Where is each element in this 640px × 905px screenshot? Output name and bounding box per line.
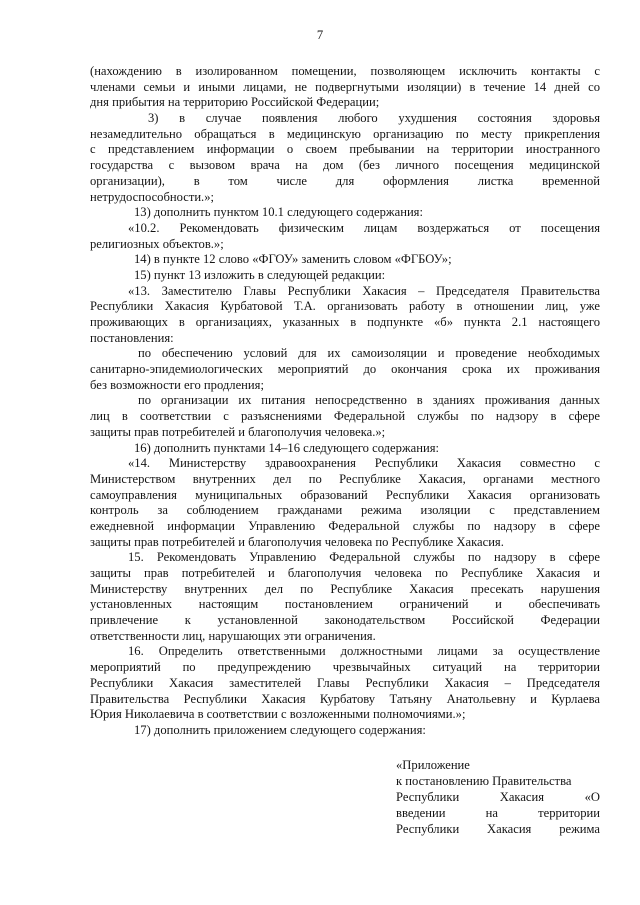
body-line: ежедневной информации Управлению Федеральной службы по надзору в сфере: [90, 518, 600, 533]
body-line: 16. Определить ответственными должностными лицами за осуществление: [128, 644, 600, 659]
body-line: «13. Заместителю Главы Республики Хакасия – Председателя Правительства: [128, 283, 600, 298]
body-line: незамедлительно обращаться в медицинскую организацию по месту прикрепления: [90, 126, 600, 141]
appendix-line: введении на территории: [396, 806, 600, 820]
body-line: 3) в случае появления любого ухудшения состояния здоровья: [148, 111, 600, 126]
body-line: защиты прав потребителей и благополучия человека по Республике Хакасия.: [90, 534, 504, 549]
page-number: 7: [316, 28, 324, 42]
body-line: проживающих в организациях, указанных в подпункте «б» пункта 2.1 настоящего: [90, 315, 600, 329]
body-line: (нахождению в изолированном помещении, позволяющем исключить контакты с: [90, 64, 600, 78]
document-body: [90, 64, 600, 739]
body-line: Министерством внутренних дел по Республике Хакасия, органами местного: [90, 471, 600, 486]
body-line: государства с вызовом врача на дом (без личного посещения медицинской: [90, 158, 600, 173]
body-line: контроль за соблюдением гражданами режима изоляции с представлением: [90, 503, 600, 518]
body-line: по организации их питания непосредственно в зданиях проживания данных: [138, 393, 600, 408]
body-line: защиты прав потребителей и благополучия человека.»;: [90, 424, 386, 439]
body-line: 17) дополнить приложением следующего содержания:: [134, 722, 426, 737]
body-line: Республики Хакасия заместителей Главы Республики Хакасия – Председателя: [90, 675, 600, 690]
body-line: Юрия Николаевича в соответствии с возложенными полномочиями.»;: [90, 707, 466, 722]
body-line: Министерству внутренних дел по Республике Хакасия пресекать нарушения: [90, 581, 600, 596]
body-line: «10.2. Рекомендовать физическим лицам воздержаться от посещения: [128, 220, 600, 235]
body-line: 15) пункт 13 изложить в следующей редакции:: [134, 267, 386, 282]
body-line: «14. Министерству здравоохранения Республики Хакасия совместно с: [128, 456, 600, 471]
body-line: религиозных объектов.»;: [90, 236, 224, 251]
body-line: защиты прав потребителей и благополучия человека по Республике Хакасия и: [90, 566, 600, 580]
body-line: по обеспечению условий для их самоизоляции и проведение необходимых: [138, 346, 600, 361]
body-line: Правительства Республики Хакасия Курбатову Татьяну Анатольевну и Курлаева: [90, 691, 600, 706]
body-line: организации), в том числе для оформления листка временной: [90, 173, 600, 188]
body-line: санитарно-эпидемиологических мероприятий до окончания срока их проживания: [90, 362, 600, 377]
body-line: с представлением информации о своем пребывании на территории иностранного: [90, 142, 600, 157]
body-line: самоуправления муниципальных образований Республики Хакасия организовать: [90, 487, 600, 502]
body-line: 13) дополнить пунктом 10.1 следующего содержания:: [134, 205, 423, 220]
body-line: без возможности его продления;: [90, 377, 264, 392]
body-line: мероприятий по предупреждению чрезвычайных ситуаций на территории: [90, 660, 600, 675]
appendix-line: к постановлению Правительства: [396, 774, 572, 788]
body-line: постановления:: [90, 330, 174, 345]
appendix-line: «Приложение: [396, 758, 470, 772]
appendix-line: Республики Хакасия режима: [396, 822, 600, 836]
body-line: установленных настоящим постановлением ограничений и обеспечивать: [90, 597, 600, 612]
appendix-line: Республики Хакасия «О: [396, 790, 600, 804]
body-line: лиц в соответствии с разъяснениями Федеральной службы по надзору в сфере: [90, 409, 600, 424]
body-line: 15. Рекомендовать Управлению Федеральной службы по надзору в сфере: [128, 550, 600, 565]
body-line: 16) дополнить пунктами 14–16 следующего содержания:: [134, 440, 440, 455]
body-line: дня прибытия на территорию Российской Федерации;: [90, 95, 380, 110]
body-line: 14) в пункте 12 слово «ФГОУ» заменить словом «ФГБОУ»;: [134, 252, 452, 267]
body-line: членами семьи и иными лицами, не подвергнутыми изоляции) в течение 14 дней со: [90, 79, 600, 94]
body-line: ответственности лиц, нарушающих эти ограничения.: [90, 628, 376, 643]
body-line: Республики Хакасия Курбатовой Т.А. организовать работу в отношении лиц, уже: [90, 299, 600, 314]
appendix-header: [396, 757, 600, 837]
body-line: привлечение к установленной законодательством Российской Федерации: [90, 613, 600, 628]
body-line: нетрудоспособности.»;: [90, 189, 215, 204]
